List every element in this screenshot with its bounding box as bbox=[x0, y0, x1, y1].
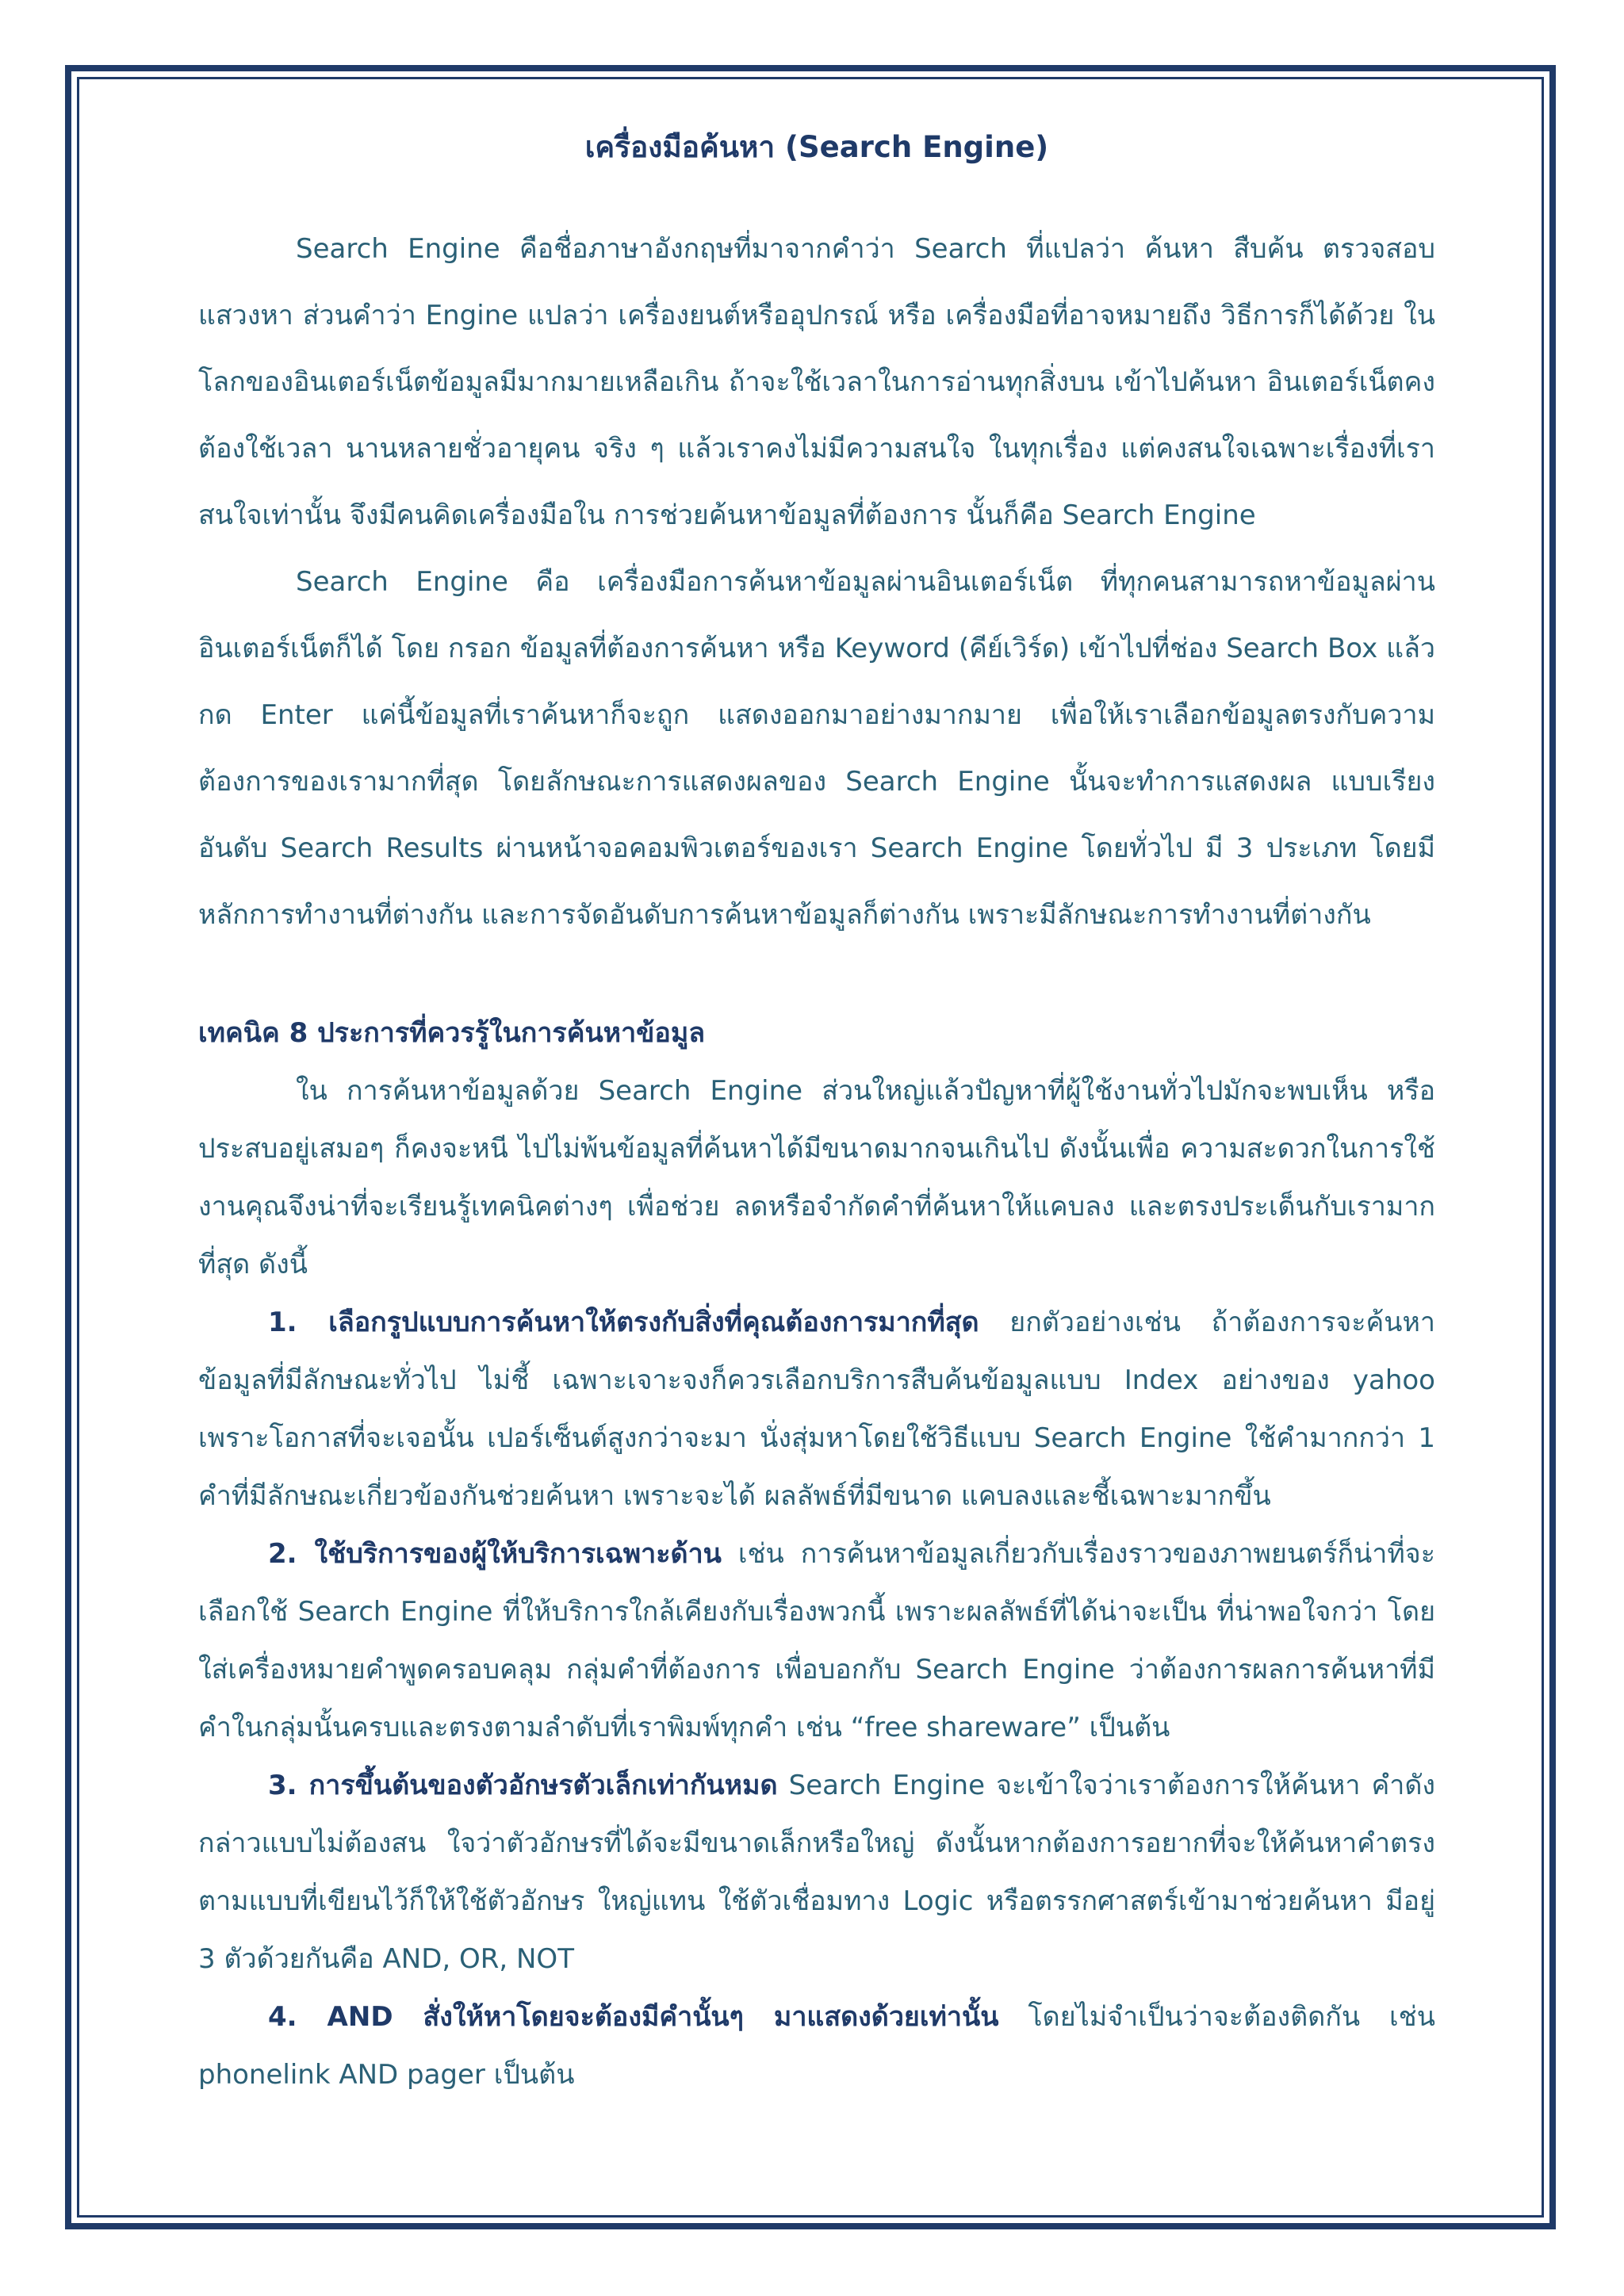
tip-item-2 bbox=[198, 1525, 1435, 1757]
section-heading: เทคนิค 8 ประการที่ควรรู้ในการค้นหาข้อมูล bbox=[198, 1017, 706, 1049]
tip-item-title: 3. การขึ้นต้นของตัวอักษรตัวเล็กเท่ากันหมด bbox=[268, 1770, 778, 1801]
tip-item-3 bbox=[198, 1757, 1435, 1988]
tip-item-body: โดยไม่จำเป็นว่าจะต้องติดกัน เช่น phonelink AND pager เป็นต้น bbox=[198, 2001, 1435, 2091]
intro-paragraph-1: Search Engine คือชื่อภาษาอังกฤษที่มาจากคำว่า Search ที่แปลว่า ค้นหา สืบค้น ตรวจสอบ แสวงหา ส่วนคำว่า Engine แปลว่า เครื่องยนต์หรืออุปกรณ์ หรือ เครื่องมือที่อาจหมายถึง วิธีการก็ได้ด้วย ในโลกของอินเตอร์เน็ตข้อมูลมีมากมายเหลือเกิน ถ้าจะใช้เวลาในการอ่านทุกสิ่งบน เข้าไปค้นหา อินเตอร์เน็ตคงต้องใช้เวลา นานหลายชั่วอายุคน จริง ๆ แล้วเราคงไม่มีความสนใจ ในทุกเรื่อง แต่คงสนใจเฉพาะเรื่องที่เราสนใจเท่านั้น จึงมีคนคิดเครื่องมือใน การช่วยค้นหาข้อมูลที่ต้องการ นั้นก็คือ Search Engine bbox=[198, 233, 1435, 531]
intro-paragraph-2: Search Engine คือ เครื่องมือการค้นหาข้อมูลผ่านอินเตอร์เน็ต ที่ทุกคนสามารถหาข้อมูลผ่านอินเตอร์เน็ตก็ได้ โดย กรอก ข้อมูลที่ต้องการค้นหา หรือ Keyword (คีย์เวิร์ด) เข้าไปที่ช่อง Search Box แล้ว กด Enter แค่นี้ข้อมูลที่เราค้นหาก็จะถูก แสดงออกมาอย่างมากมาย เพื่อให้เราเลือกข้อมูลตรงกับความต้องการของเรามากที่สุด โดยลักษณะการแสดงผลของ Search Engine นั้นจะทำการแสดงผล แบบเรียงอันดับ Search Results ผ่านหน้าจอคอมพิวเตอร์ของเรา Search Engine โดยทั่วไป มี 3 ประเภท โดยมีหลักการทำงานที่ต่างกัน และการจัดอันดับการค้นหาข้อมูลก็ต่างกัน เพราะมีลักษณะการทำงานที่ต่างกัน bbox=[198, 566, 1435, 931]
tip-item-title: 1. เลือกรูปแบบการค้นหาให้ตรงกับสิ่งที่คุณต้องการมากที่สุด bbox=[268, 1307, 979, 1338]
section-intro: ใน การค้นหาข้อมูลด้วย Search Engine ส่วนใหญ่แล้วปัญหาที่ผู้ใช้งานทั่วไปมักจะพบเห็น หรือประสบอยู่เสมอๆ ก็คงจะหนี ไปไม่พ้นข้อมูลที่ค้นหาได้มีขนาดมากจนเกินไป ดังนั้นเพื่อ ความสะดวกในการใช้งานคุณจึงน่าที่จะเรียนรู้เทคนิคต่างๆ เพื่อช่วย ลดหรือจำกัดคำที่ค้นหาให้แคบลง และตรงประเด็นกับเรามากที่สุด ดังนี้ bbox=[198, 1075, 1435, 1280]
tip-item-title: 4. AND สั่งให้หาโดยจะต้องมีคำนั้นๆ มาแสดงด้วยเท่านั้น bbox=[268, 2001, 999, 2033]
document-title: เครื่องมือค้นหา (Search Engine) bbox=[584, 130, 1049, 164]
tip-item-1 bbox=[198, 1294, 1435, 1525]
tip-item-4 bbox=[198, 1988, 1435, 2104]
tip-item-title: 2. ใช้บริการของผู้ให้บริการเฉพาะด้าน bbox=[268, 1538, 722, 1570]
document-body bbox=[198, 119, 1435, 2104]
tip-item-body: Search Engine จะเข้าใจว่าเราต้องการให้ค้นหา คำดังกล่าวแบบไม่ต้องสน ใจว่าตัวอักษรที่ได้จะมีขนาดเล็กหรือใหญ่ ดังนั้นหากต้องการอยากที่จะให้ค้นหาคำตรงตามแบบที่เขียนไว้ก็ให้ใช้ตัวอักษร ใหญ่แทน ใช้ตัวเชื่อมทาง Logic หรือตรรกศาสตร์เข้ามาช่วยค้นหา มีอยู่ 3 ตัวด้วยกันคือ AND, OR, NOT bbox=[198, 1770, 1436, 1975]
tip-item-body: ยกตัวอย่างเช่น ถ้าต้องการจะค้นหาข้อมูลที่มีลักษณะทั่วไป ไม่ชี้ เฉพาะเจาะจงก็ควรเลือกบริการสืบค้นข้อมูลแบบ Index อย่างของ yahoo เพราะโอกาสที่จะเจอนั้น เปอร์เซ็นต์สูงกว่าจะมา นั่งสุ่มหาโดยใช้วิธีแบบ Search Engine ใช้คำมากกว่า 1 คำที่มีลักษณะเกี่ยวข้องกันช่วยค้นหา เพราะจะได้ ผลลัพธ์ที่มีขนาด แคบลงและชี้เฉพาะมากขึ้น bbox=[198, 1307, 1436, 1512]
tip-item-body: เช่น การค้นหาข้อมูลเกี่ยวกับเรื่องราวของภาพยนตร์ก็น่าที่จะเลือกใช้ Search Engine ที่ให้บริการใกล้เคียงกับเรื่องพวกนี้ เพราะผลลัพธ์ที่ได้น่าจะเป็น ที่น่าพอใจกว่า โดยใส่เครื่องหมายคำพูดครอบคลุม กลุ่มคำที่ต้องการ เพื่อบอกกับ Search Engine ว่าต้องการผลการค้นหาที่มีคำในกลุ่มนั้นครบและตรงตามลำดับที่เราพิมพ์ทุกคำ เช่น “free shareware” เป็นต้น bbox=[198, 1538, 1435, 1743]
